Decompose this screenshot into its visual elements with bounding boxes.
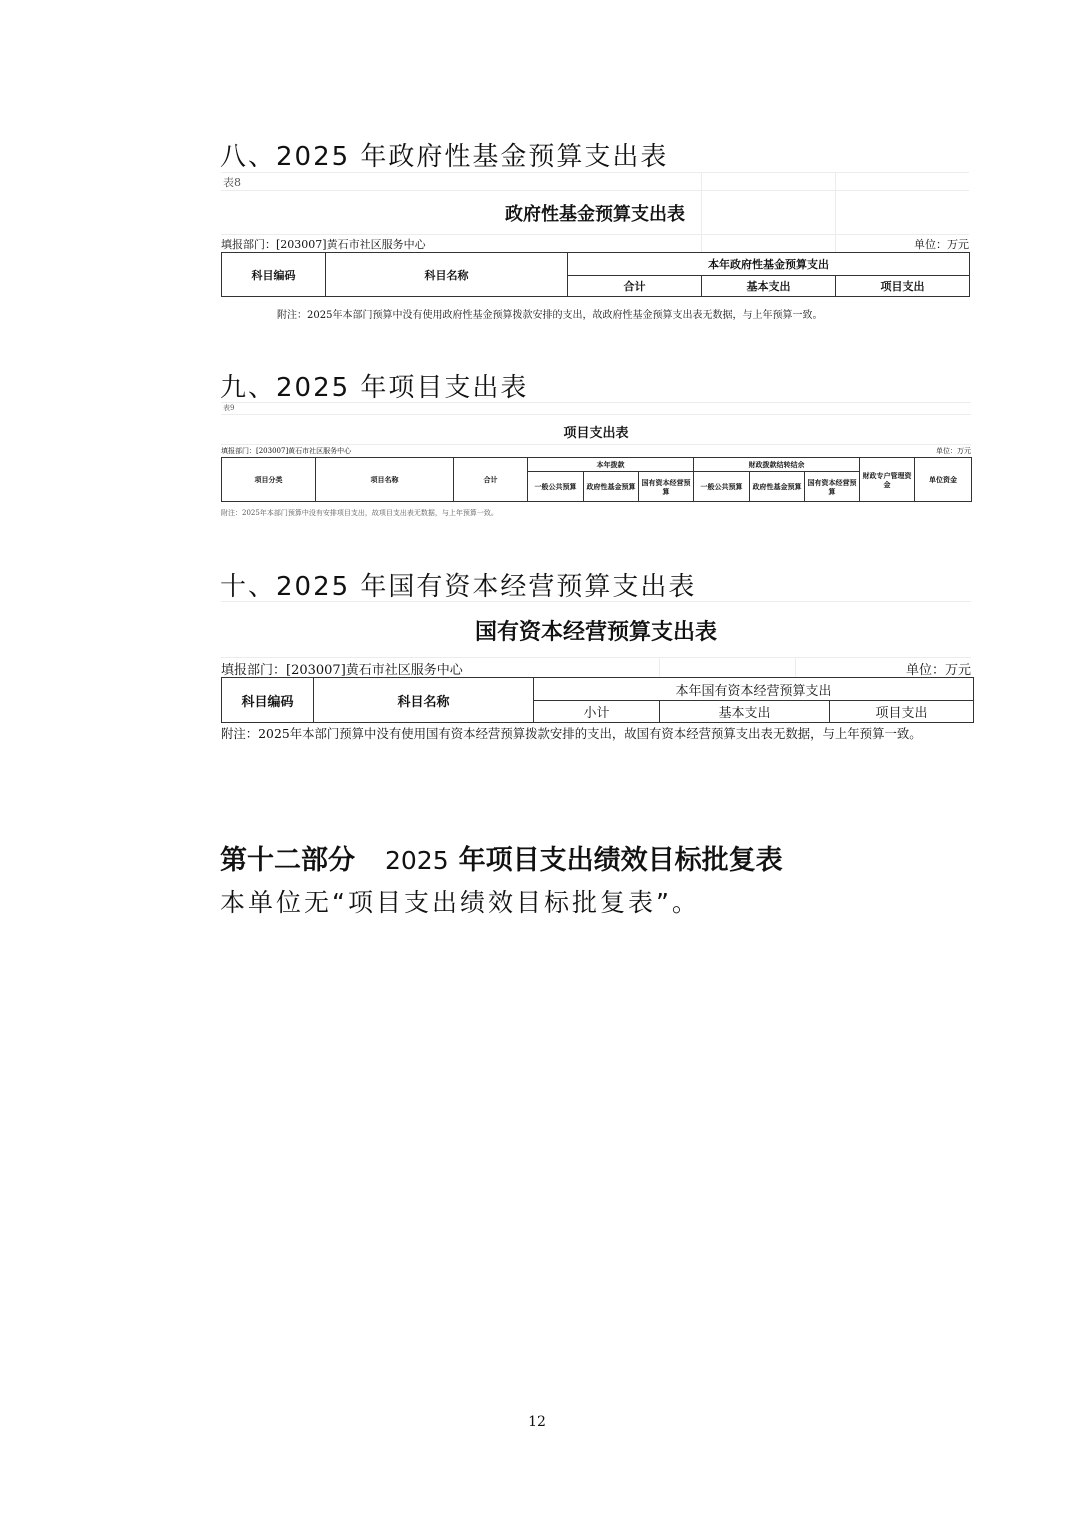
section9-current-col: 政府性基金预算 xyxy=(584,472,639,502)
section8-unit: 单位：万元 xyxy=(914,238,969,251)
section9-prior-col: 国有资本经营预算 xyxy=(805,472,860,502)
section8-group-header: 本年政府性基金预算支出 xyxy=(568,253,970,276)
section10-dept: 填报部门：[203007]黄石市社区服务中心 xyxy=(221,663,463,678)
section10-unit: 单位：万元 xyxy=(905,663,971,678)
section8-col-name: 科目名称 xyxy=(326,253,568,297)
section9-prior-col: 政府性基金预算 xyxy=(750,472,805,502)
part12-heading xyxy=(220,838,783,877)
section10-heading: 十、2025 年国有资本经营预算支出表 xyxy=(220,572,697,602)
section9-unit: 单位：万元 xyxy=(936,447,971,455)
section8-dept: 填报部门：[203007]黄石市社区服务中心 xyxy=(221,238,426,251)
section10-table xyxy=(221,677,974,723)
section8-sub-col: 合计 xyxy=(568,276,702,297)
section9-table-block xyxy=(221,402,971,520)
section10-sub-col: 小计 xyxy=(534,701,660,723)
section10-group-header: 本年国有资本经营预算支出 xyxy=(534,678,974,701)
part12-heading-part: 第十二部分 xyxy=(220,845,355,876)
section9-col-total: 合计 xyxy=(454,458,528,502)
section10-table-title: 国有资本经营预算支出表 xyxy=(474,619,717,645)
section9-table-no: 表9 xyxy=(223,404,235,412)
section10-sub-col: 基本支出 xyxy=(660,701,830,723)
part12-body: 本单位无“项目支出绩效目标批复表”。 xyxy=(220,888,700,917)
section9-table xyxy=(221,457,972,502)
section8-sub-col: 项目支出 xyxy=(836,276,970,297)
section10-sub-col: 项目支出 xyxy=(830,701,974,723)
section9-col-category: 项目分类 xyxy=(222,458,316,502)
section8-heading: 八、2025 年政府性基金预算支出表 xyxy=(220,142,669,172)
section9-col-name: 项目名称 xyxy=(316,458,454,502)
section9-col-unit-funds: 单位资金 xyxy=(915,458,972,502)
section8-table-block xyxy=(221,172,969,320)
section9-current-col: 一般公共预算 xyxy=(528,472,584,502)
section9-note: 附注：2025年本部门预算中没有安排项目支出，故项目支出表无数据，与上年预算一致。 xyxy=(221,509,498,517)
section9-group-prior: 财政拨款结转结余 xyxy=(694,458,860,472)
section9-table-title: 项目支出表 xyxy=(563,426,629,441)
part12-heading-title: 年项目支出绩效目标批复表 xyxy=(458,845,783,876)
section8-table xyxy=(221,252,970,297)
section9-group-current: 本年拨款 xyxy=(528,458,694,472)
section8-col-code: 科目编码 xyxy=(222,253,326,297)
part12-heading-year: 2025 xyxy=(385,846,449,875)
section9-col-special: 财政专户管理资金 xyxy=(860,458,915,502)
section9-prior-col: 一般公共预算 xyxy=(694,472,750,502)
section9-current-col: 国有资本经营预算 xyxy=(639,472,694,502)
section10-col-code: 科目编码 xyxy=(222,678,314,723)
section8-table-title: 政府性基金预算支出表 xyxy=(505,204,685,225)
section8-sub-col: 基本支出 xyxy=(702,276,836,297)
section10-note: 附注：2025年本部门预算中没有使用国有资本经营预算拨款安排的支出，故国有资本经营预算支出表无数据，与上年预算一致。 xyxy=(221,726,922,741)
section9-heading: 九、2025 年项目支出表 xyxy=(220,373,529,403)
page-number: 12 xyxy=(528,1414,546,1430)
section10-col-name: 科目名称 xyxy=(314,678,534,723)
section10-table-block xyxy=(221,601,971,747)
section8-table-no: 表8 xyxy=(223,176,241,189)
section8-note: 附注：2025年本部门预算中没有使用政府性基金预算拨款安排的支出，故政府性基金预算支出表无数据，与上年预算一致。 xyxy=(277,310,823,321)
section9-dept: 填报部门：[203007]黄石市社区服务中心 xyxy=(221,447,352,455)
